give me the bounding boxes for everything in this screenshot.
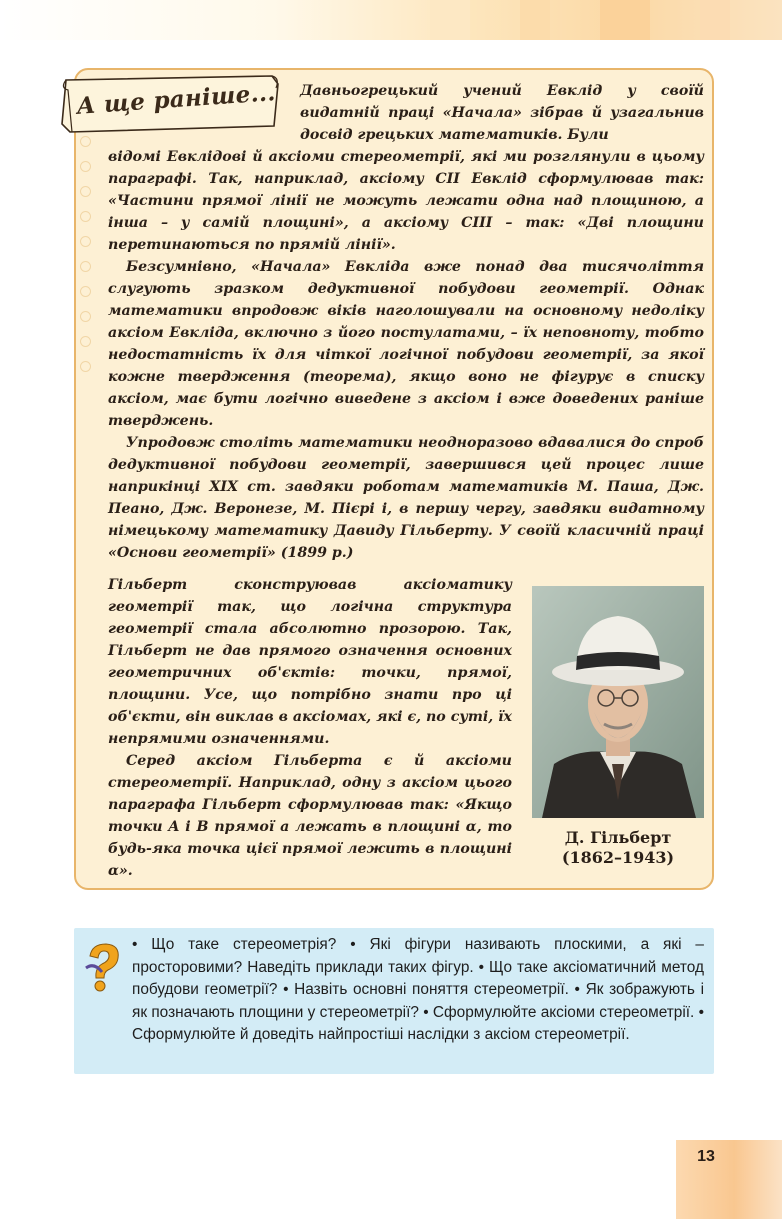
page-number: 13 <box>697 1148 715 1165</box>
caption-name: Д. Гільберт <box>564 828 672 847</box>
portrait-caption <box>532 828 704 868</box>
portrait-image <box>532 586 704 818</box>
paragraph-3: Упродовж століть математики неодноразово вдавалися до спроб дедуктивної побудови геометрії, завершився цей процес лише наприкінці XIX ст. завдяки роботам математиків М. Паша, Дж. Пеано, Дж. Веронезе, М. Пієрі і, в першу чергу, завдяки видатному німецькому математику Давиду Гільберту. У своїй класичній праці «Основи геометрії» (1899 р.) <box>108 435 704 561</box>
banner-title: А ще раніше... <box>75 79 277 120</box>
questions-text: • Що таке стереометрія? • Які фігури називають плоскими, а які – просторовими? Наведіть приклади таких фігур. • Що таке аксіоматичний метод побудови геометрії? • Назвіть основні поняття стереометрії. • Як зображують і як позначають площини у стереометрії? • Сформулюйте аксіоми стереометрії. • Сформулюйте й доведіть найпростіші наслідки з аксіом стереометрії. <box>132 936 704 1044</box>
paragraph-4: Серед аксіом Гільберта є й аксіоми стереометрії. Наприклад, одну з аксіом цього параграфа Гільберт сформулював так: «Якщо точки A і B прямої a лежать в площині α, то будь-яка точка цієї прямої лежить в площині α». <box>108 753 512 879</box>
paragraph-3-continued: Гільберт сконструював аксіоматику геометрії так, що логічна структура геометрії стала абсолютно прозорою. Так, Гільберт не дав прямого означення основних геометричних об'єктів: точки, прямої, площини. Усе, що потрібно знати про ці об'єкти, він виклав в аксіомах, які є, по суті, їх непрямими означеннями. <box>108 577 512 747</box>
history-intro-text: Давньогрецький учений Евклід у своїй видатній праці «Начала» зібрав й узагальнив досвід грецьких математиків. Були <box>300 83 704 143</box>
history-banner <box>58 74 282 136</box>
paragraph-1: відомі Евклідові й аксіоми стереометрії, які ми розглянули в цьому параграфі. Так, наприклад, аксіому CII Евклід сформулював так: «Частини прямої лінії не можуть лежати одна над площиною, а інша – у самій площині», а аксіому CIII – так: «Дві площини перетинаються по прямій лінії». <box>108 149 704 253</box>
caption-years: (1862–1943) <box>561 848 675 867</box>
top-decorative-bar <box>0 0 782 40</box>
hilbert-portrait <box>532 586 704 818</box>
paragraph-2: Безсумнівно, «Начала» Евкліда вже понад два тисячоліття слугують зразком дедуктивної побудови геометрії. Однак математики впродовж віків наголошували на основному недоліку аксіом Евкліда, включно з його постулатами, – їх неповноту, тобто недостатність їх для чіткої логічної побудови геометрії, за якої кожне твердження (теорема), якщо воно не фігурує в списку аксіом, має бути логічно виведене з аксіом і вже доведених раніше тверджень. <box>108 259 704 429</box>
history-side-text <box>108 574 512 882</box>
history-main-text <box>108 146 704 564</box>
question-mark-icon <box>84 942 124 992</box>
